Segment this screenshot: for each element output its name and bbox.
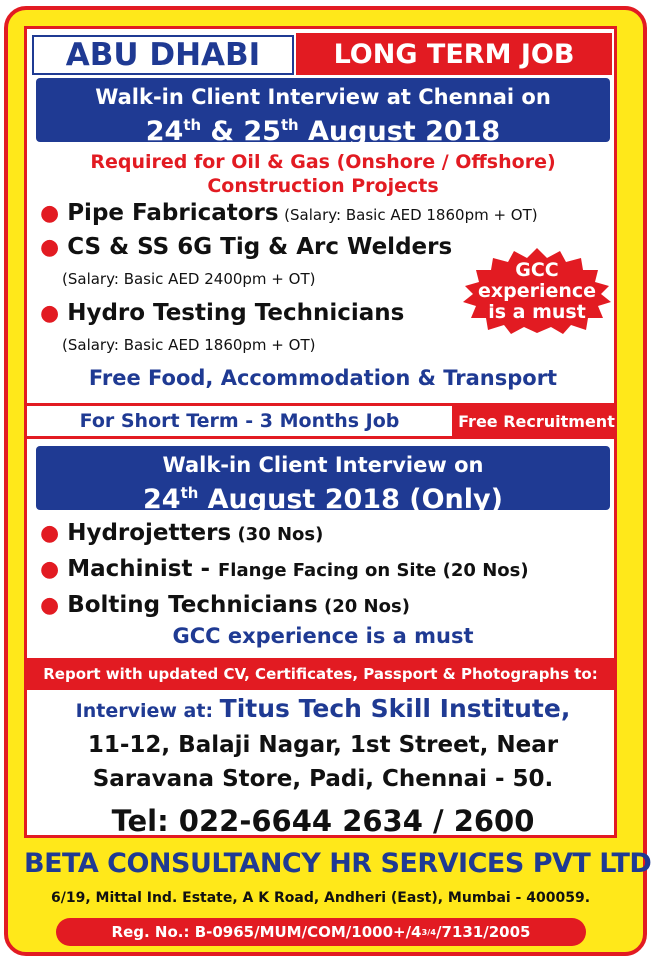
- venue-address-line-2: Saravana Store, Padi, Chennai - 50.: [92, 766, 554, 792]
- job-salary: (Salary: Basic AED 1860pm + OT): [62, 336, 316, 354]
- short-job-item: ● Machinist - Flange Facing on Site (20 Nos): [40, 556, 529, 582]
- requirement-text: Required for Oil & Gas (Onshore / Offshore) Construction Projects: [90, 151, 556, 197]
- location-label: ABU DHABI: [32, 35, 294, 75]
- job-salary: (Salary: Basic AED 2400pm + OT): [62, 270, 316, 288]
- venue-telephone: Tel: 022-6644 2634 / 2600: [111, 804, 535, 838]
- job-item: ● CS & SS 6G Tig & Arc Welders: [40, 234, 453, 260]
- short-job-item: ● Hydrojetters (30 Nos): [40, 520, 324, 546]
- report-instruction: Report with updated CV, Certificates, Passport & Photographs to:: [24, 658, 617, 690]
- venue-address-line-1: 11-12, Balaji Nagar, 1st Street, Near: [87, 732, 559, 758]
- bullet-icon: ●: [40, 301, 60, 326]
- gcc-badge-text: GCC experience is a must: [477, 259, 597, 323]
- company-name: BETA CONSULTANCY HR SERVICES PVT LTD: [24, 848, 651, 879]
- registration-number: Reg. No.: B-0965/MUM/COM/1000+/4 3/4 /7131/2005: [56, 918, 586, 946]
- bullet-icon: ●: [40, 235, 60, 260]
- interview-band-2: [36, 446, 610, 515]
- gcc-note: GCC experience is a must: [172, 624, 474, 648]
- bullet-icon: ●: [40, 521, 60, 546]
- short-term-band: [24, 403, 617, 439]
- short-term-label: For Short Term - 3 Months Job: [27, 406, 452, 436]
- short-job-item: ● Bolting Technicians (20 Nos): [40, 592, 410, 618]
- job-type-label: LONG TERM JOB: [296, 33, 612, 75]
- job-item: ● Pipe Fabricators (Salary: Basic AED 1860pm + OT): [40, 200, 538, 226]
- free-recruitment-label: Free Recruitment: [458, 411, 615, 431]
- interview-2-date: 24th August 2018 (Only): [143, 484, 503, 515]
- benefits-text: Free Food, Accommodation & Transport: [88, 366, 558, 390]
- venue-heading: Interview at: Titus Tech Skill Institute,: [75, 694, 571, 723]
- interview-2-heading: Walk-in Client Interview on: [162, 453, 484, 477]
- gcc-starburst-badge: [462, 248, 612, 334]
- bullet-icon: ●: [40, 593, 60, 618]
- interview-1-dates: 24th & 25th August 2018: [145, 116, 501, 147]
- interview-band-1: [36, 78, 610, 147]
- job-item: ● Hydro Testing Technicians: [40, 300, 405, 326]
- interview-1-heading: Walk-in Client Interview at Chennai on: [95, 85, 551, 109]
- bullet-icon: ●: [40, 557, 60, 582]
- bullet-icon: ●: [40, 201, 60, 226]
- company-address: 6/19, Mittal Ind. Estate, A K Road, Andheri (East), Mumbai - 400059.: [50, 890, 591, 906]
